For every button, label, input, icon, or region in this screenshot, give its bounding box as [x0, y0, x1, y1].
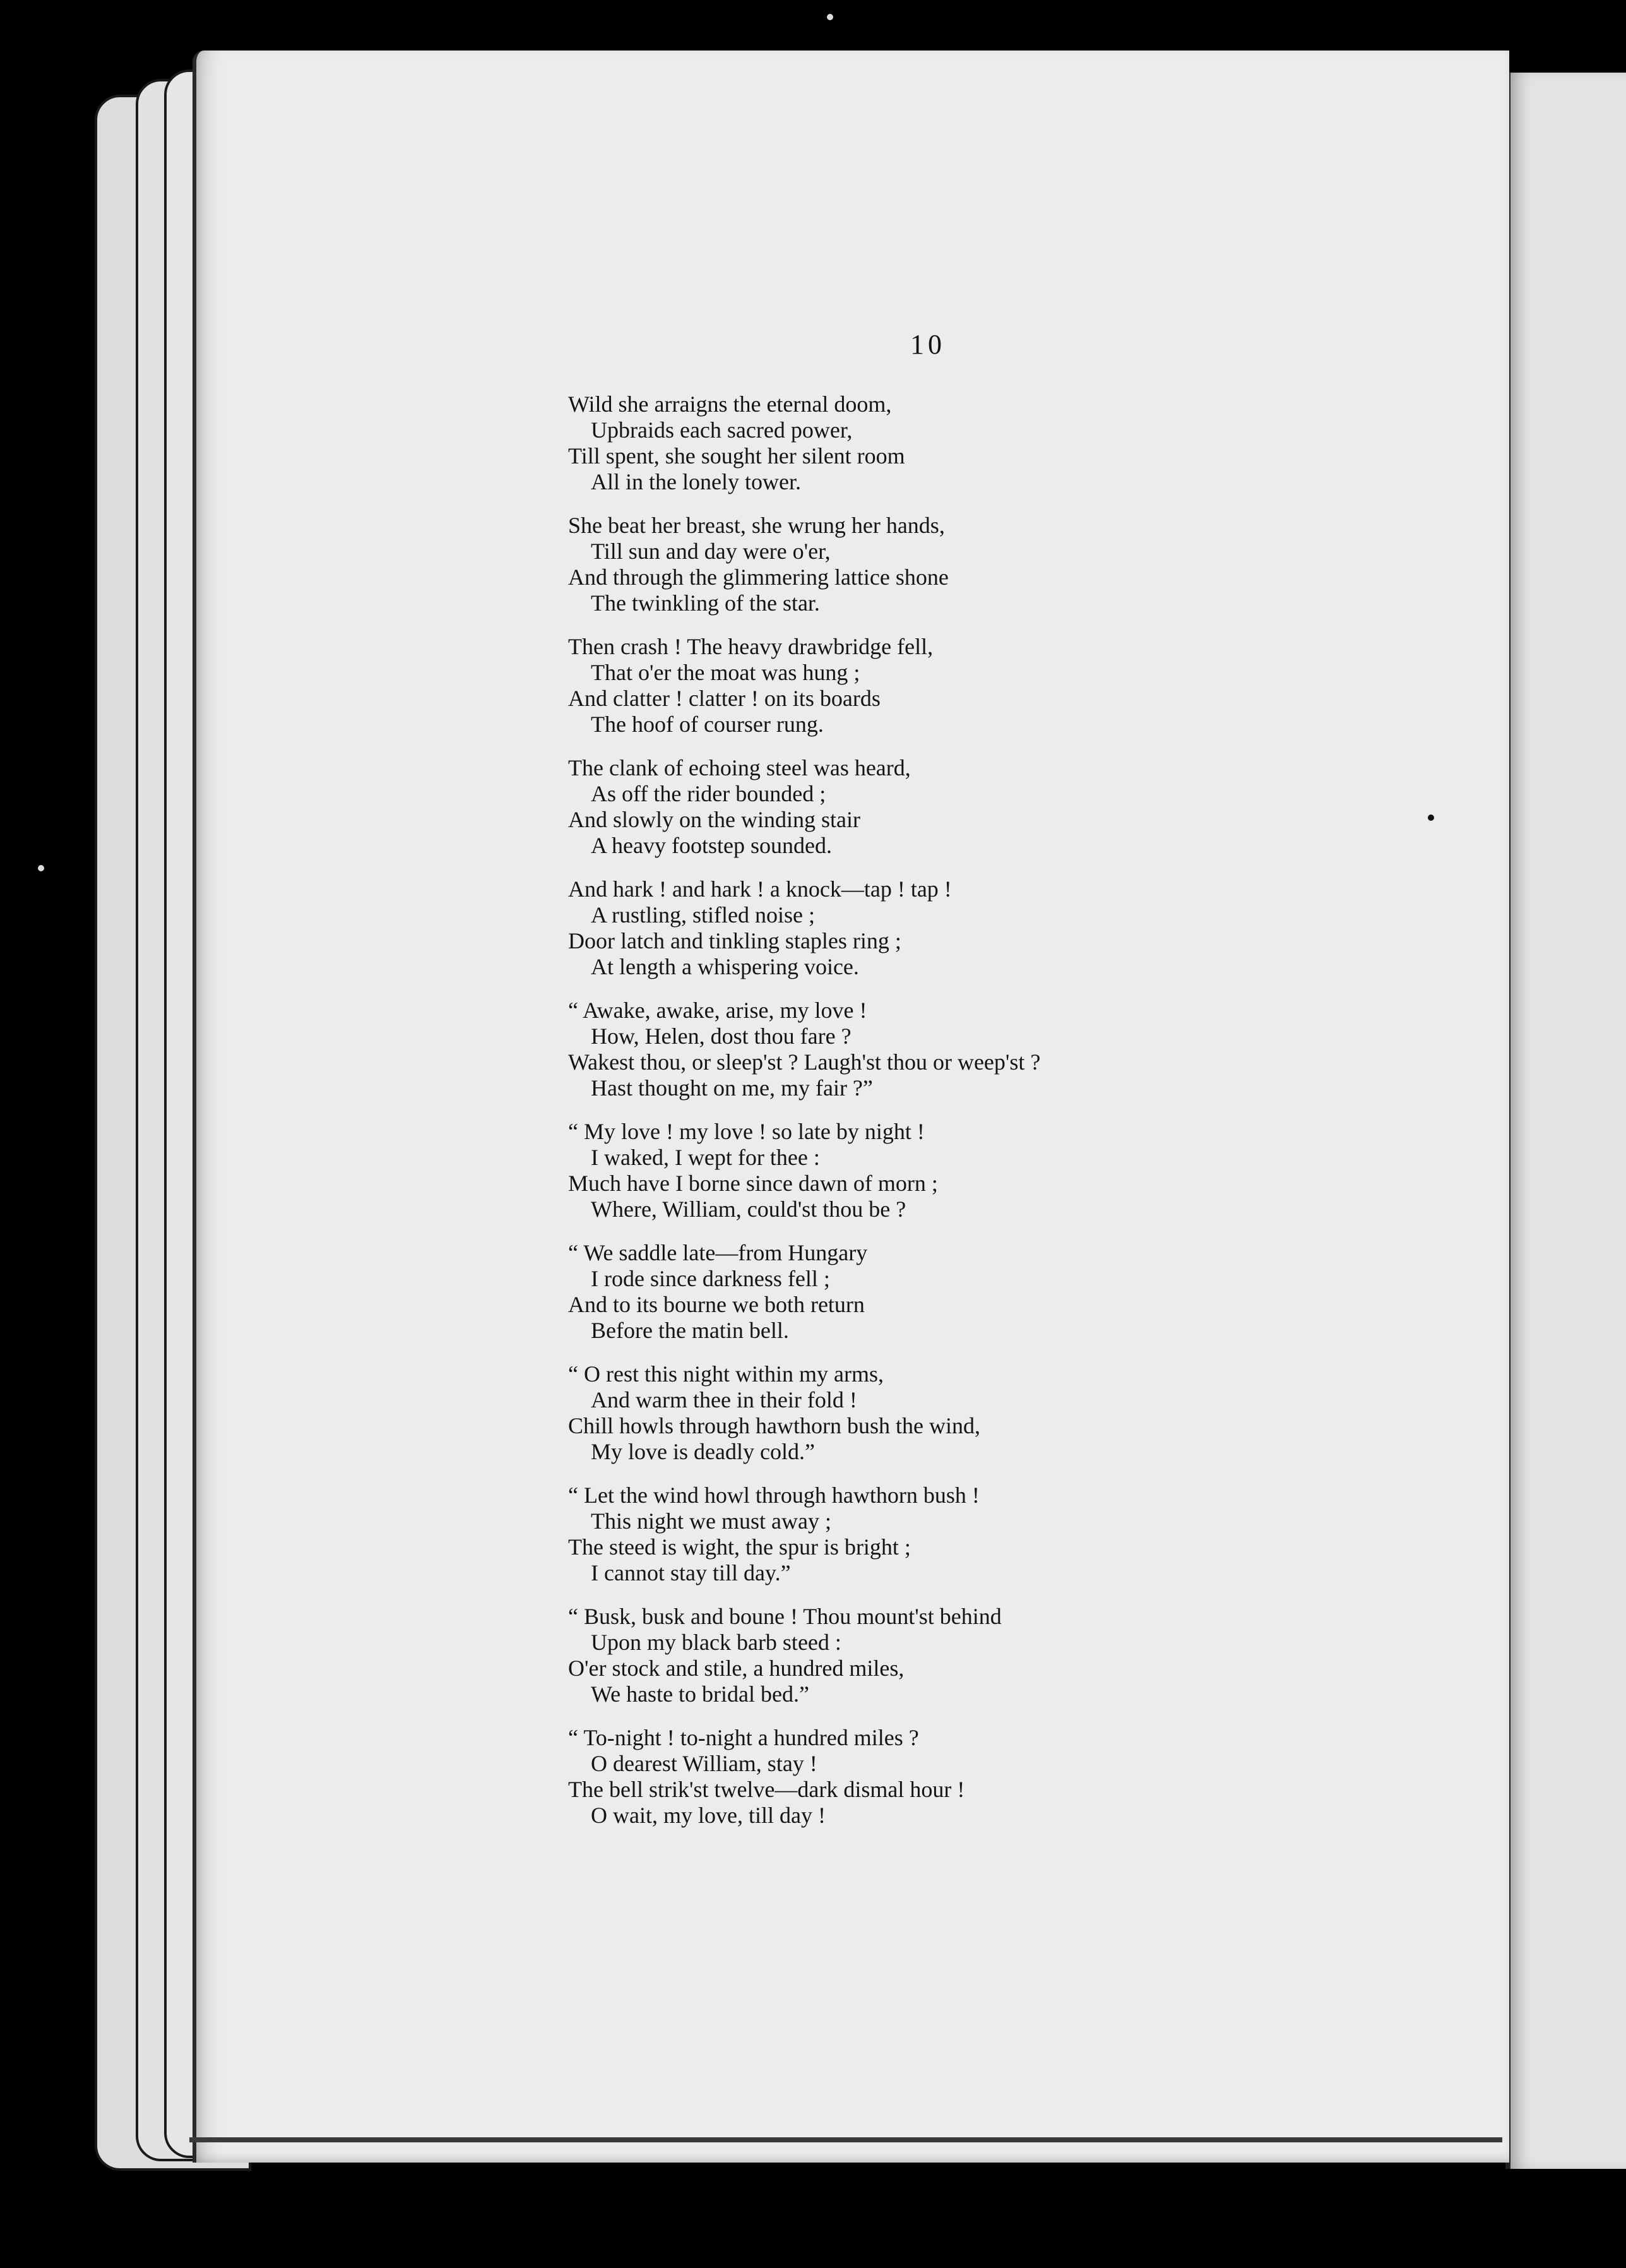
verse-line: The bell strik'st twelve—dark dismal hour ! [568, 1777, 965, 1802]
verse-line: We haste to bridal bed.” [591, 1681, 809, 1707]
verse-line: Then crash ! The heavy drawbridge fell, [568, 634, 934, 659]
verse-line: The steed is wight, the spur is bright ; [568, 1534, 911, 1560]
verse-line: O wait, my love, till day ! [591, 1803, 826, 1828]
stanza [568, 1725, 1452, 1829]
verse-line: Hast thought on me, my fair ?” [591, 1075, 873, 1101]
verse-line: And hark ! and hark ! a knock—tap ! tap ! [568, 876, 952, 902]
verse-line: That o'er the moat was hung ; [591, 660, 860, 685]
verse-line: Upbraids each sacred power, [591, 417, 853, 443]
stanza [568, 1119, 1452, 1222]
verse-line: Till spent, she sought her silent room [568, 443, 905, 469]
stanza [568, 513, 1452, 616]
verse-line: I waked, I wept for thee : [591, 1145, 820, 1170]
page-number: 10 [910, 329, 946, 360]
poem-text [568, 391, 1452, 1846]
verse-line: And clatter ! clatter ! on its boards [568, 686, 881, 711]
stanza [568, 1604, 1452, 1707]
verse-line: And to its bourne we both return [568, 1292, 865, 1317]
verse-line: The clank of echoing steel was heard, [568, 755, 911, 780]
verse-line: Upon my black barb steed : [591, 1630, 841, 1655]
verse-line: Chill howls through hawthorn bush the wind, [568, 1413, 980, 1438]
verse-line: How, Helen, dost thou fare ? [591, 1024, 852, 1049]
verse-line: My love is deadly cold.” [591, 1439, 815, 1464]
stanza [568, 1483, 1452, 1586]
facing-page-edge [1505, 73, 1626, 2169]
scan-speck [38, 865, 44, 871]
verse-line: Door latch and tinkling staples ring ; [568, 928, 901, 953]
verse-line: “ O rest this night within my arms, [568, 1361, 884, 1387]
verse-line: And slowly on the winding stair [568, 807, 860, 832]
stanza [568, 1240, 1452, 1344]
verse-line: Wild she arraigns the eternal doom, [568, 391, 892, 417]
verse-line: Where, William, could'st thou be ? [591, 1197, 906, 1222]
stanza [568, 755, 1452, 859]
verse-line: “ Awake, awake, arise, my love ! [568, 998, 867, 1023]
verse-line: O dearest William, stay ! [591, 1751, 817, 1776]
verse-line: She beat her breast, she wrung her hands, [568, 513, 945, 538]
stanza [568, 876, 1452, 980]
verse-line: Wakest thou, or sleep'st ? Laugh'st thou or weep'st ? [568, 1049, 1041, 1075]
verse-line: “ We saddle late—from Hungary [568, 1240, 868, 1265]
verse-line: “ Let the wind howl through hawthorn bush ! [568, 1483, 980, 1508]
stanza [568, 1361, 1452, 1465]
verse-line: Before the matin bell. [591, 1318, 789, 1343]
verse-line: A heavy footstep sounded. [591, 833, 832, 858]
verse-line: A rustling, stifled noise ; [591, 902, 815, 928]
verse-line: The twinkling of the star. [591, 590, 820, 616]
page-bottom-edge [189, 2137, 1502, 2142]
verse-line: I rode since darkness fell ; [591, 1266, 830, 1291]
stanza [568, 634, 1452, 737]
verse-line: O'er stock and stile, a hundred miles, [568, 1656, 905, 1681]
verse-line: And through the glimmering lattice shone [568, 564, 949, 590]
verse-line: All in the lonely tower. [591, 469, 801, 494]
verse-line: As off the rider bounded ; [591, 781, 826, 806]
verse-line: Much have I borne since dawn of morn ; [568, 1171, 938, 1196]
stanza [568, 998, 1452, 1101]
verse-line: “ To-night ! to-night a hundred miles ? [568, 1725, 919, 1750]
verse-line: “ My love ! my love ! so late by night ! [568, 1119, 925, 1144]
verse-line: The hoof of courser rung. [591, 712, 824, 737]
verse-line: I cannot stay till day.” [591, 1560, 791, 1585]
verse-line: And warm thee in their fold ! [591, 1387, 857, 1412]
verse-line: Till sun and day were o'er, [591, 539, 831, 564]
verse-line: At length a whispering voice. [591, 954, 859, 979]
verse-line: This night we must away ; [591, 1508, 831, 1534]
stanza [568, 391, 1452, 495]
verse-line: “ Busk, busk and boune ! Thou mount'st behind [568, 1604, 1002, 1629]
scan-speck [827, 14, 833, 20]
